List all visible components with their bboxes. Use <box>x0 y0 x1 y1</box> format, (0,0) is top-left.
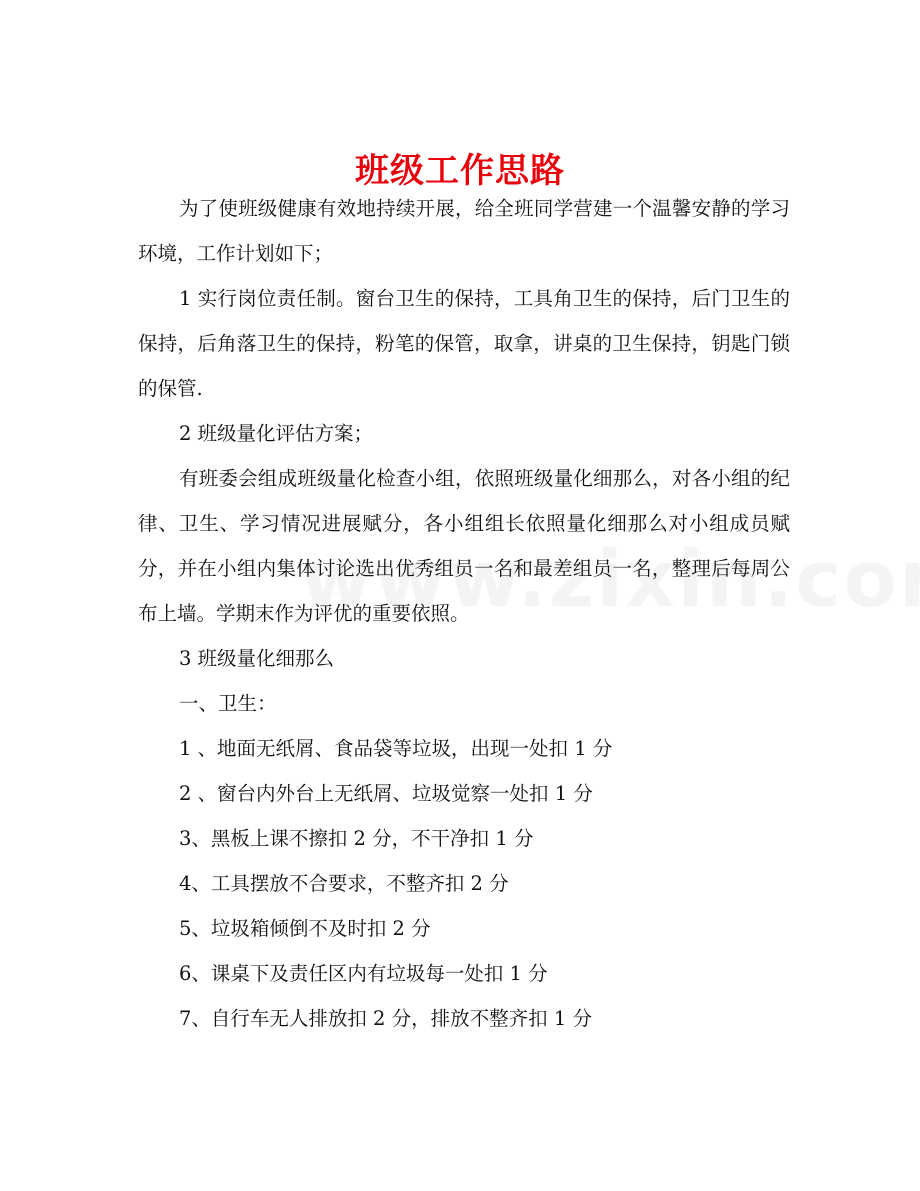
rule-item-3: 3、黑板上课不擦扣 2 分，不干净扣 1 分 <box>178 827 534 850</box>
document-body <box>138 186 790 1041</box>
rule-item-7: 7、自行车无人排放扣 2 分，排放不整齐扣 1 分 <box>178 1007 592 1030</box>
rule-item-4: 4、工具摆放不合要求，不整齐扣 2 分 <box>178 872 509 895</box>
section-heading-hygiene: 一、卫生： <box>178 692 277 715</box>
rule-item-5: 5、垃圾箱倾倒不及时扣 2 分 <box>178 917 431 940</box>
rule-item-1: 1 、地面无纸屑、食品袋等垃圾，出现一处扣 1 分 <box>178 737 613 760</box>
rule-item-6: 6、课桌下及责任区内有垃圾每一处扣 1 分 <box>178 962 548 985</box>
paragraph-item-1: 1 实行岗位责任制。窗台卫生的保持，工具角卫生的保持，后门卫生的保持，后角落卫生的保持，粉笔的保管，取拿，讲桌的卫生保持，钥匙门锁的保管. <box>138 287 790 400</box>
rule-item-2: 2 、窗台内外台上无纸屑、垃圾觉察一处扣 1 分 <box>178 782 593 805</box>
paragraph-intro: 为了使班级健康有效地持续开展，给全班同学营建一个温馨安静的学习环境，工作计划如下； <box>138 197 790 265</box>
document-title: 班级工作思路 <box>355 150 565 191</box>
paragraph-evaluation: 有班委会组成班级量化检查小组，依照班级量化细那么，对各小组的纪律、卫生、学习情况进展赋分，各小组组长依照量化细那么对小组成员赋分，并在小组内集体讨论选出优秀组员一名和最差组员一名，整理后每周公布上墙。学期末作为评优的重要依照。 <box>138 467 790 625</box>
paragraph-item-3: 3 班级量化细那么 <box>178 647 335 670</box>
paragraph-item-2: 2 班级量化评估方案； <box>178 422 374 445</box>
